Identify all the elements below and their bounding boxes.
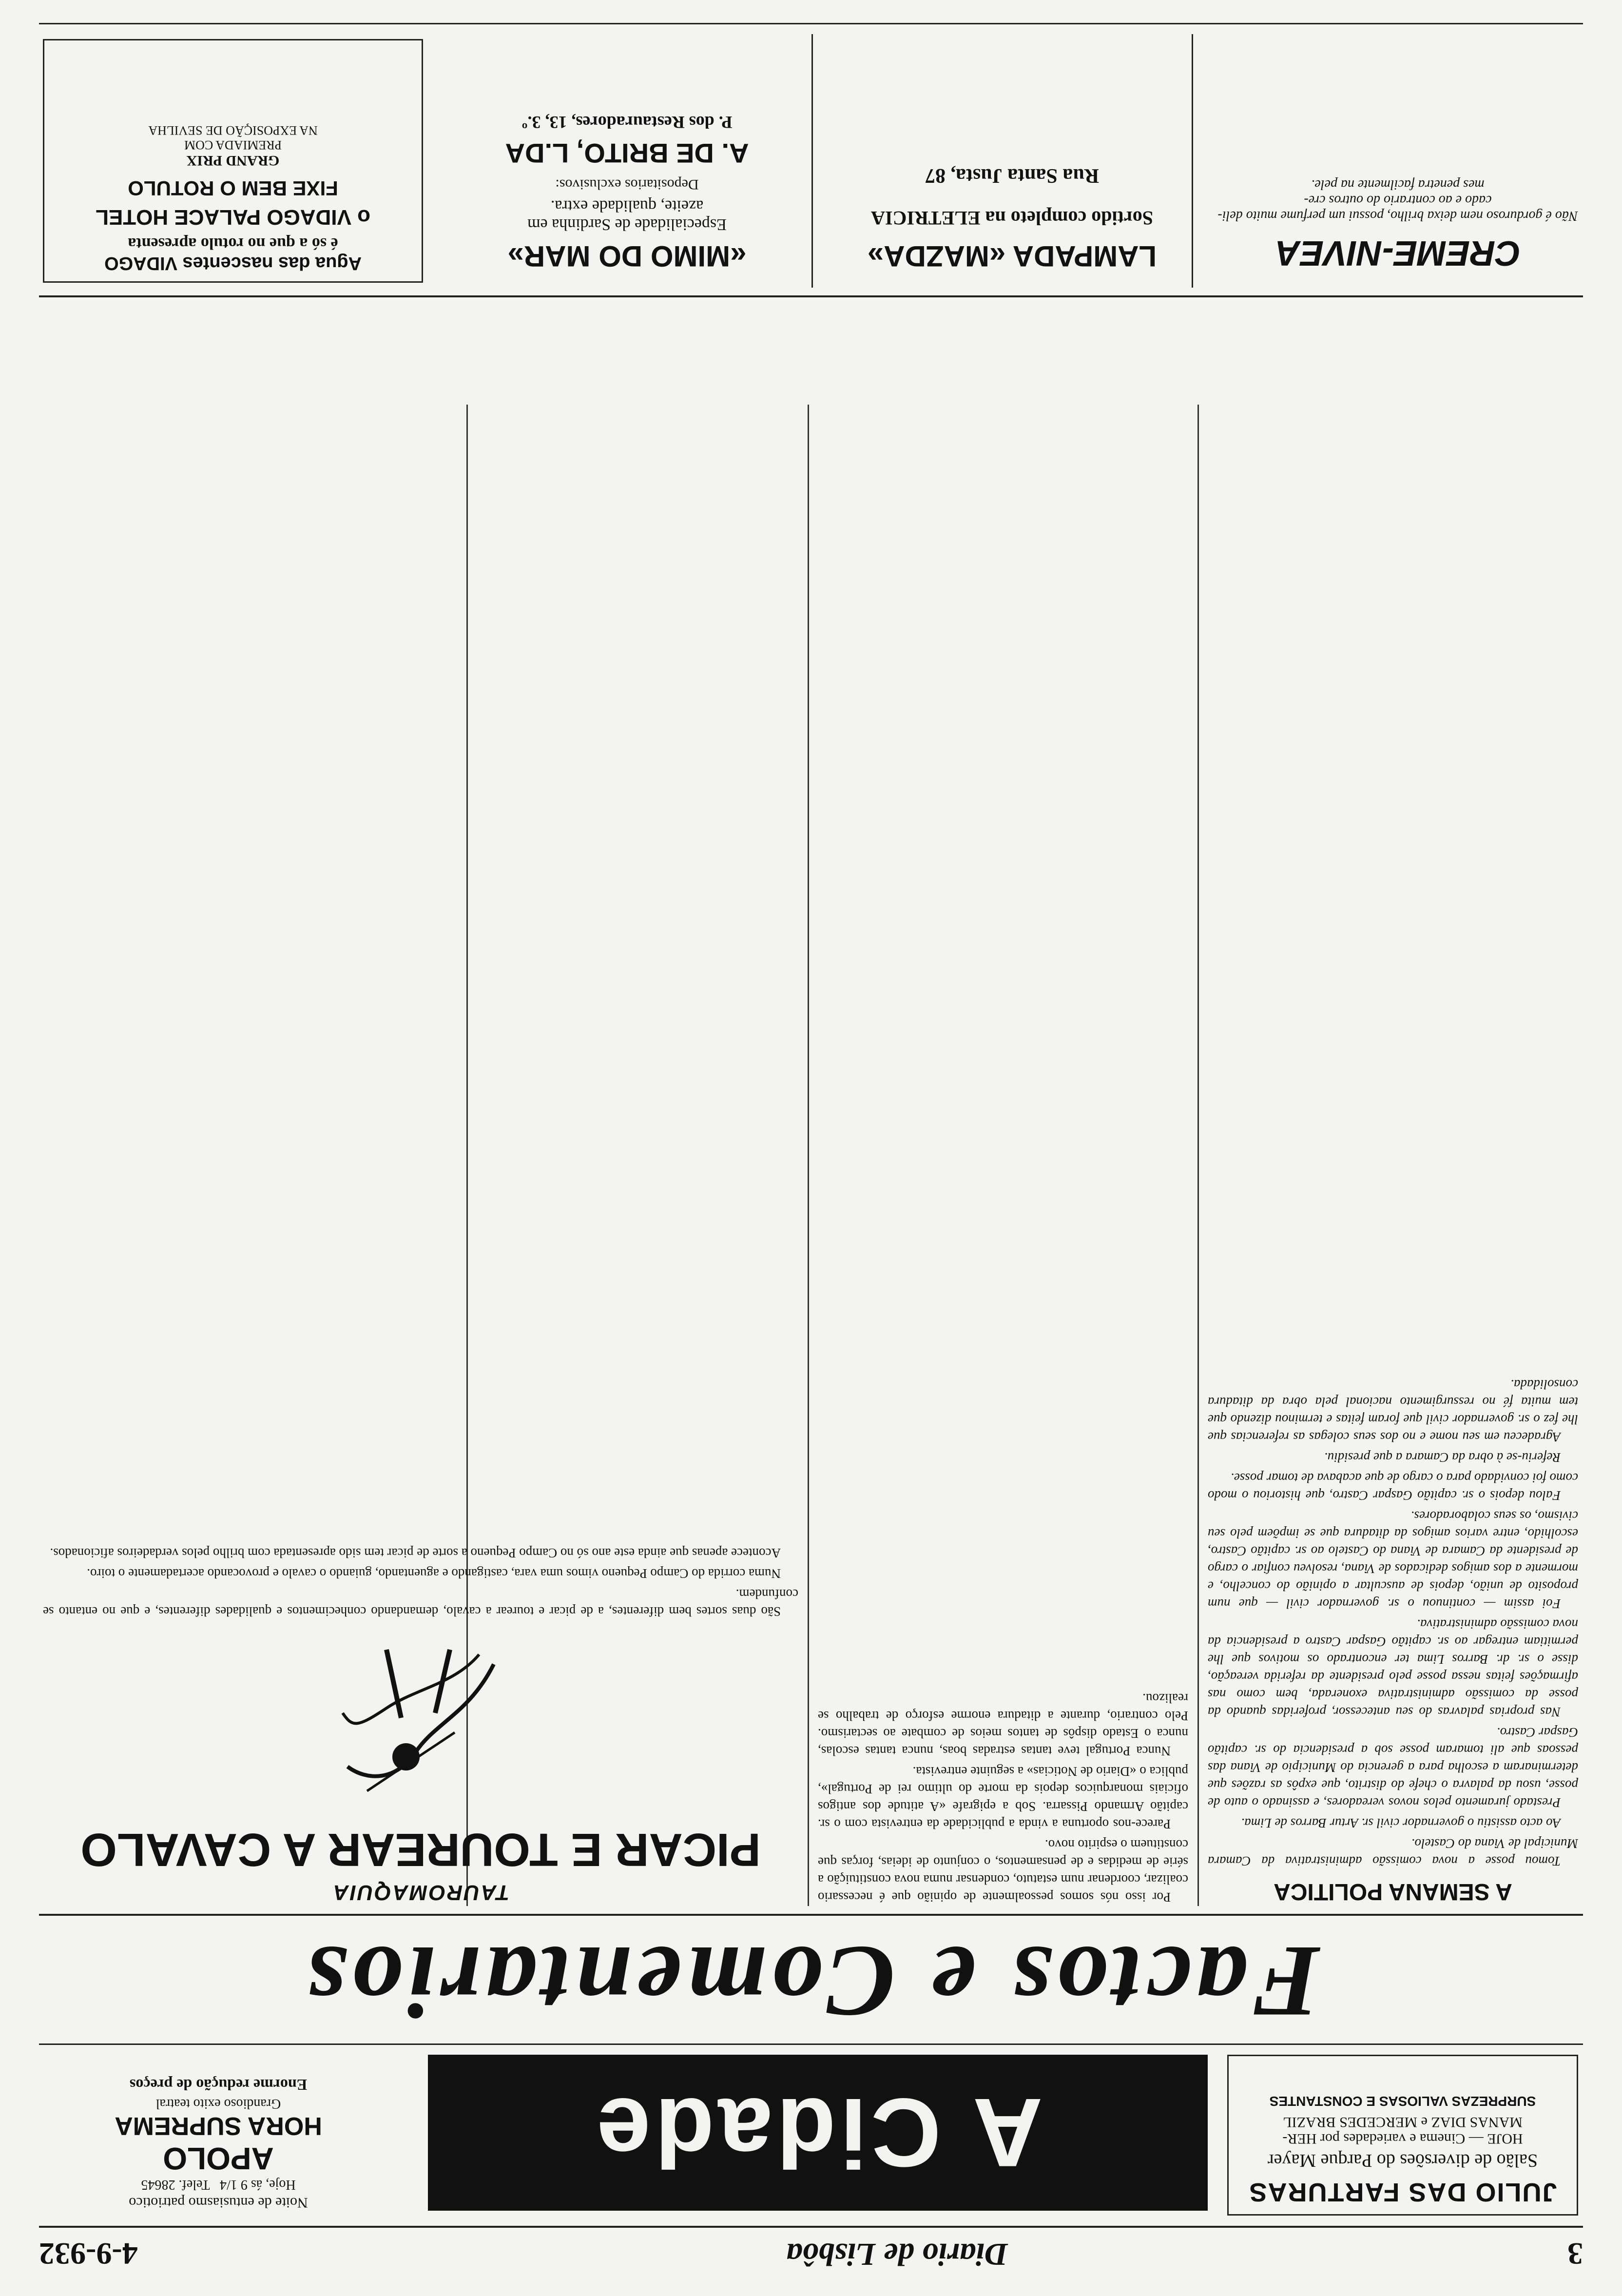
ad-line: Enorme redução de preços xyxy=(129,2076,308,2094)
paragraph: Ao acto assistiu o governador civil sr. Artur Barros de Lima. xyxy=(1241,1816,1561,1830)
issue-date: 4-9-932 xyxy=(39,2237,138,2271)
ad-line: Grandioso exito teatral xyxy=(155,2096,281,2111)
paragraph: Numa corrida do Campo Pequeno vimos uma vara, castigando e aguentando, guiando o cavalo e provocando acertadamente o toiro. xyxy=(87,1566,781,1581)
paragraph: Foi assim — continuou o sr. governador civil — que num proposito de união, depois de auscultar a opinião do concelho, e mormente a dos amigos dedicados de Viana, resolveu confiar o cargo de presidente da Camara de Viana do Castelo ao sr. capitão Castro, escolhido, entre varios amigos da ditadura que se impõem pelo seu civismo, os seus colaboradores. xyxy=(1208,1509,1578,1611)
ad-line: é só a que no rotulo apresenta xyxy=(128,234,338,253)
bullfight-illustration xyxy=(328,1625,513,1810)
ad-line: SURPREZAS VALIOSAS E CONSTANTES xyxy=(1269,2094,1536,2109)
ad-creme-nivea xyxy=(1217,34,1578,288)
ad-nivea-name: CREME-NIVEA xyxy=(1274,233,1521,272)
ad-line: cado e ao contrario do outros cre- xyxy=(1304,193,1492,208)
ad-lampada-mazda xyxy=(832,34,1193,288)
ad-agua-vidago xyxy=(43,39,423,283)
rule xyxy=(39,295,1583,297)
ad-apolo-show: HORA SUPREMA xyxy=(115,2112,322,2140)
article-heading: A SEMANA POLITICA xyxy=(1274,1879,1512,1905)
article-headline: PICAR E TOUREAR A CAVALO xyxy=(80,1824,761,1876)
ad-line: o VIDAGO PALACE HOTEL xyxy=(96,205,370,229)
ad-line: Rua Santa Justa, 87 xyxy=(925,164,1100,187)
rule xyxy=(39,23,1583,24)
paragraph: Falou depois o sr. capitão Gaspar Castro, que historiou o modo como foi convidado para o cargo de que acabava de tomar posse. xyxy=(1208,1471,1578,1503)
ad-line: Especialidade de Sardinha em xyxy=(527,215,727,233)
ad-julio-farturas xyxy=(1227,2055,1578,2216)
article-semana-politica xyxy=(1208,405,1578,1906)
rule xyxy=(39,2043,1583,2045)
ad-cidade xyxy=(428,2055,1208,2211)
ad-apolo-name: APOLO xyxy=(163,2141,274,2176)
ad-line: Sortido completo na ELETRICIA xyxy=(871,207,1153,229)
paragraph: Nunca Portugal teve tantas estradas boas, nunca tantas escolas, nunca o Estado dispôs de tantos meios de combate ao sectarismo. Pelo contrario, durante a ditadura enorme esforço de trabalho se realizou. xyxy=(818,1691,1188,1758)
ad-line: FIXE BEM O ROTULO xyxy=(128,177,338,200)
ad-line: azeite, qualidade extra. xyxy=(550,197,704,215)
masthead-rule xyxy=(39,2226,1583,2228)
paragraph: Nas proprias palavras do seu antecessor, proferidas quando da posse da comissão administrativa exonerada, bem como nas afirmações feitas nessa posse pelo presidente da referida vereação, disse o sr. dr. Barros Lima ter encontrado os motivos que lhe permitiam entregar ao sr. capitão Gaspar Castro a presidencia da nova comissão administrativa. xyxy=(1208,1617,1578,1719)
ad-line: Noite de entusiasmo patriotico xyxy=(129,2195,308,2211)
ad-line: Depositarios exclusivos: xyxy=(555,176,699,193)
ad-mazda-name: LAMPADA «MAZDA» xyxy=(867,240,1157,272)
ad-mimo-do-mar xyxy=(443,34,813,288)
column-rule xyxy=(1197,405,1199,1906)
paragraph: Acontece apenas que ainda este ano só no Campo Pequeno a sorte de picar tem sido apresentada com brilho pelos verdadeiros aficionados. xyxy=(50,1546,781,1560)
paper-name: Diario de Lisbôa xyxy=(786,2237,1008,2272)
ad-cidade-title: A Cidade xyxy=(593,2078,1043,2187)
ad-line: Salão de diversões do Parque Mayer xyxy=(1268,2150,1538,2171)
ad-title: JULIO DAS FARTURAS xyxy=(1248,2178,1557,2207)
ad-mimo-name: «MIMO DO MAR» xyxy=(507,240,747,272)
ad-line: P. dos Restauradores, 13, 3.º xyxy=(521,113,733,132)
masthead xyxy=(39,2233,1583,2277)
ad-line: HOJE — Cinema e variedades por HER- xyxy=(1282,2131,1523,2147)
ad-line: GRAND PRIX xyxy=(186,153,280,169)
ad-line: NA EXPOSIÇÃO DE SEVILHA xyxy=(148,123,318,137)
ad-line: Não é gorduroso nem deixa brilho, possui um perfume muito deli- xyxy=(1217,208,1578,223)
ad-line: PREMIADA COM xyxy=(184,138,282,152)
article-label: TAUROMAQUIA xyxy=(331,1881,510,1905)
section-title: Factos e Comentarios xyxy=(301,1925,1321,2038)
ad-line: mes penetra facilmente na pele. xyxy=(1311,177,1485,192)
paragraph: Parece-nos oportuna a vinda a publicidade da entrevista com o sr. capitão Armando Pissarra. Sob a epigrafe «A atitude dos antigos oficiais monarquicos depois da morte do ultimo rei de Portugal», publica o «Diario de Noticias» a seguinte entrevista. xyxy=(818,1764,1188,1831)
column-rule xyxy=(808,405,809,1906)
paragraph: Prestado juramento pelos novos vereadores, e assinado o auto de posse, usou da palavra o chefe do distrito, que expôs as razões que determinaram a escolha para a gerencia do Municipio de Viana das pessoas que ali tomaram posse sob a presidencia do sr. capitão Gaspar Castro. xyxy=(1208,1725,1578,1810)
article-comentarios xyxy=(818,405,1188,1906)
ad-mimo-company: A. DE BRITO, L.DA xyxy=(505,138,749,169)
paragraph: Referiu-se à obra da Camara a que presidiu. xyxy=(1324,1450,1561,1465)
paragraph: Agradeceu em seu nome e no dos seus colegas as referencias que lhe fez o sr. governador civil que foram feitas e terminou dizendo que tem muita fé no ressurgimento nacional pela obra da ditadura consolidada. xyxy=(1208,1377,1578,1444)
ad-apolo xyxy=(43,2055,394,2216)
paragraph: Por isso nós somos pessoalmente de opinião que é necessario coalizar, coordenar num estatuto, condensar numa nova constituição a série de medidas e de pensamentos, o conjunto de ideias, forças que constituem o espirito novo. xyxy=(818,1837,1188,1905)
article-tauromaquia xyxy=(43,405,798,1906)
ad-line: MANAS DIAZ e MERCEDES BRAZIL xyxy=(1283,2114,1523,2130)
page-number: 3 xyxy=(1567,2237,1583,2271)
paragraph: Tomou posse a nova comissão administrativa da Camara Municipal de Viana do Castelo. xyxy=(1208,1836,1578,1868)
paragraph: São duas sortes bem diferentes, a de picar e tourear a cavalo, demandando conhecimentos e qualidades diferentes, e que no entanto se confundem. xyxy=(43,1587,798,1619)
ad-line: Agua das nascentes VIDAGO xyxy=(104,253,362,273)
ad-line: Hoje, ás 9 1/4 Telef. 28645 xyxy=(141,2177,296,2192)
rule xyxy=(39,1914,1583,1916)
